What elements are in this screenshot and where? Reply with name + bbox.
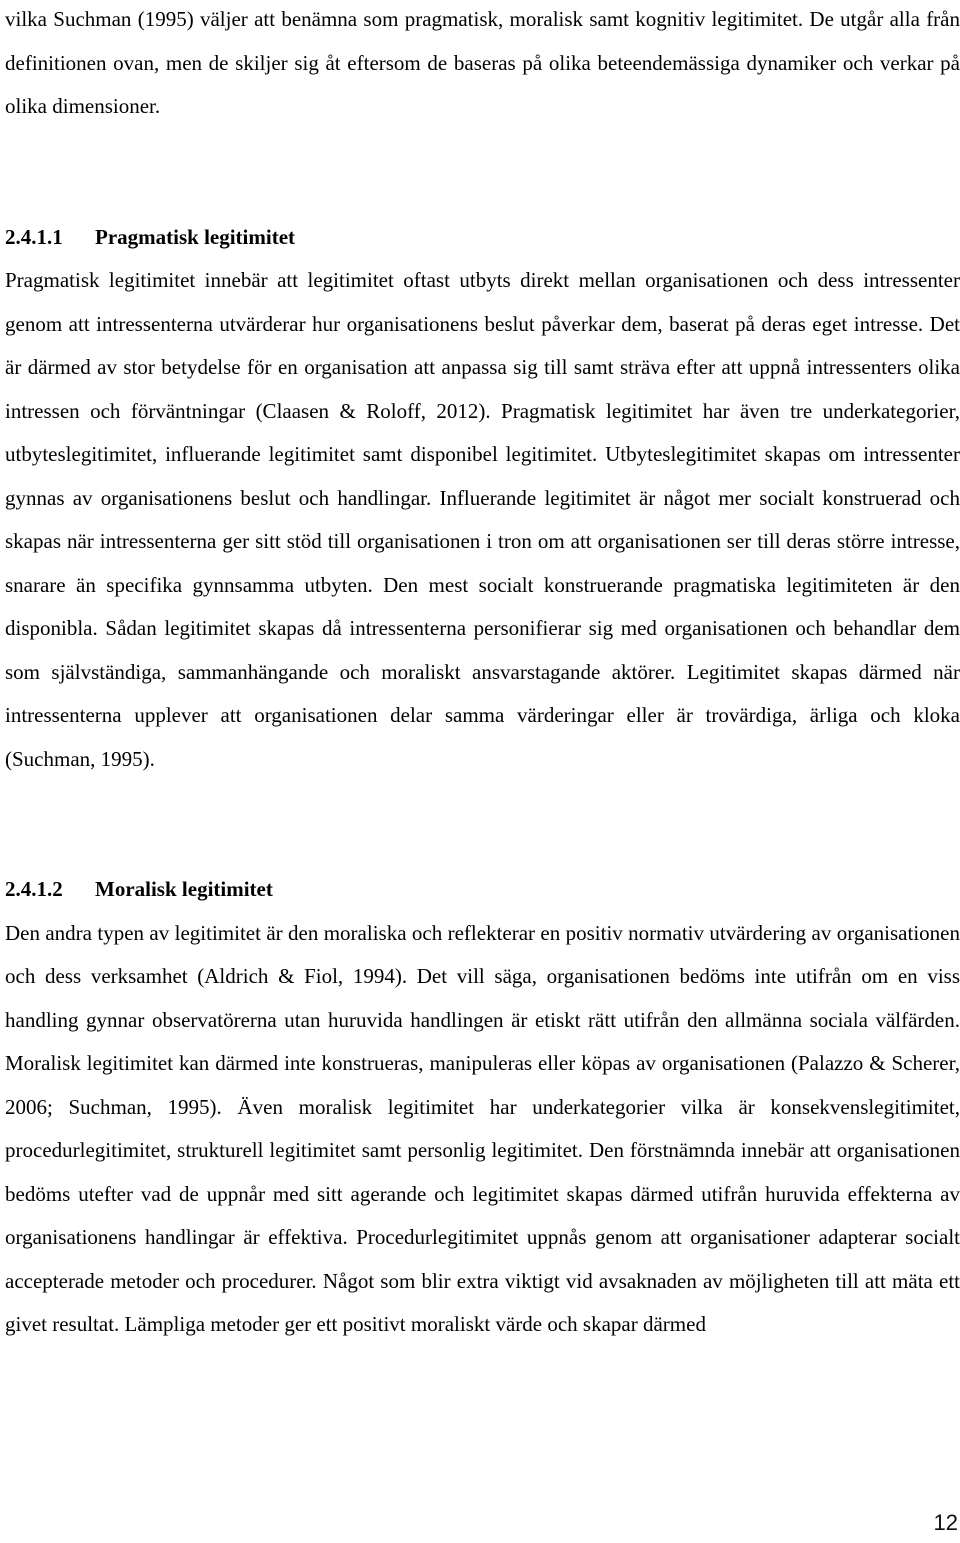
- section-gap: [5, 129, 960, 216]
- section-heading-pragmatisk: [5, 216, 960, 260]
- text-block: [5, 0, 960, 1347]
- section-gap: [5, 781, 960, 868]
- section-title: Moralisk legitimitet: [95, 877, 273, 901]
- section-number: 2.4.1.2: [5, 877, 63, 901]
- section-heading-moralisk: [5, 868, 960, 912]
- section-body-pragmatisk: Pragmatisk legitimitet innebär att legitimitet oftast utbyts direkt mellan organisationen och dess intressenter genom att intressenterna utvärderar hur organisationens beslut påverkar dem, baserat på deras eget intresse. Det är därmed av stor betydelse för en organisation att anpassa sig till samt sträva efter att uppnå intressenters olika intressen och förväntningar (Claasen & Roloff, 2012). Pragmatisk legitimitet har även tre underkategorier, utbyteslegitimitet, influerande legitimitet samt disponibel legitimitet. Utbyteslegitimitet skapas om intressenter gynnas av organisationens beslut och handlingar. Influerande legitimitet är något mer socialt konstruerad och skapas när intressenterna ger sitt stöd till organisationen i tron om att organisationen ser till deras större intresse, snarare än specifika gynnsamma utbyten. Den mest socialt konstruerande pragmatiska legitimiteten är den disponibla. Sådan legitimitet skapas då intressenterna personifierar sig med organisationen och behandlar dem som självständiga, sammanhängande och moraliskt ansvarstagande aktörer. Legitimitet skapas därmed när intressenterna upplever att organisationen delar samma värderingar eller är trovärdiga, ärliga och kloka (Suchman, 1995).: [5, 268, 960, 771]
- section-number: 2.4.1.1: [5, 224, 63, 249]
- page-number: 12: [933, 1510, 958, 1535]
- section-body-moralisk: Den andra typen av legitimitet är den moraliska och reflekterar en positiv normativ utvärdering av organisationen och dess verksamhet (Aldrich & Fiol, 1994). Det vill säga, organisationen bedöms inte utifrån om en viss handling gynnar observatörerna utan huruvida handlingen är etiskt rätt utifrån den allmänna sociala välfärden. Moralisk legitimitet kan därmed inte konstrueras, manipuleras eller köpas av organisationen (Palazzo & Scherer, 2006; Suchman, 1995). Även moralisk legitimitet har underkategorier vilka är konsekvenslegitimitet, procedurlegitimitet, strukturell legitimitet samt personlig legitimitet. Den förstnämnda innebär att organisationen bedöms utefter vad de uppnår med sitt agerande och legitimitet skapas därmed utifrån huruvida effekterna av organisationens handlingar är effektiva. Procedurlegitimitet uppnås genom att organisationer adapterar socialt accepterade metoder och procedurer. Något som blir extra viktigt vid avsaknaden av möjligheten till att mäta ett givet resultat. Lämpliga metoder ger ett positivt moraliskt värde och skapar därmed: [5, 920, 960, 1336]
- section-title: Pragmatisk legitimitet: [95, 224, 296, 249]
- intro-paragraph: vilka Suchman (1995) väljer att benämna som pragmatisk, moralisk samt kognitiv legitimitet. De utgår alla från definitionen ovan, men de skiljer sig åt eftersom de baseras på olika beteendemässiga dynamiker och verkar på olika dimensioner.: [5, 7, 960, 118]
